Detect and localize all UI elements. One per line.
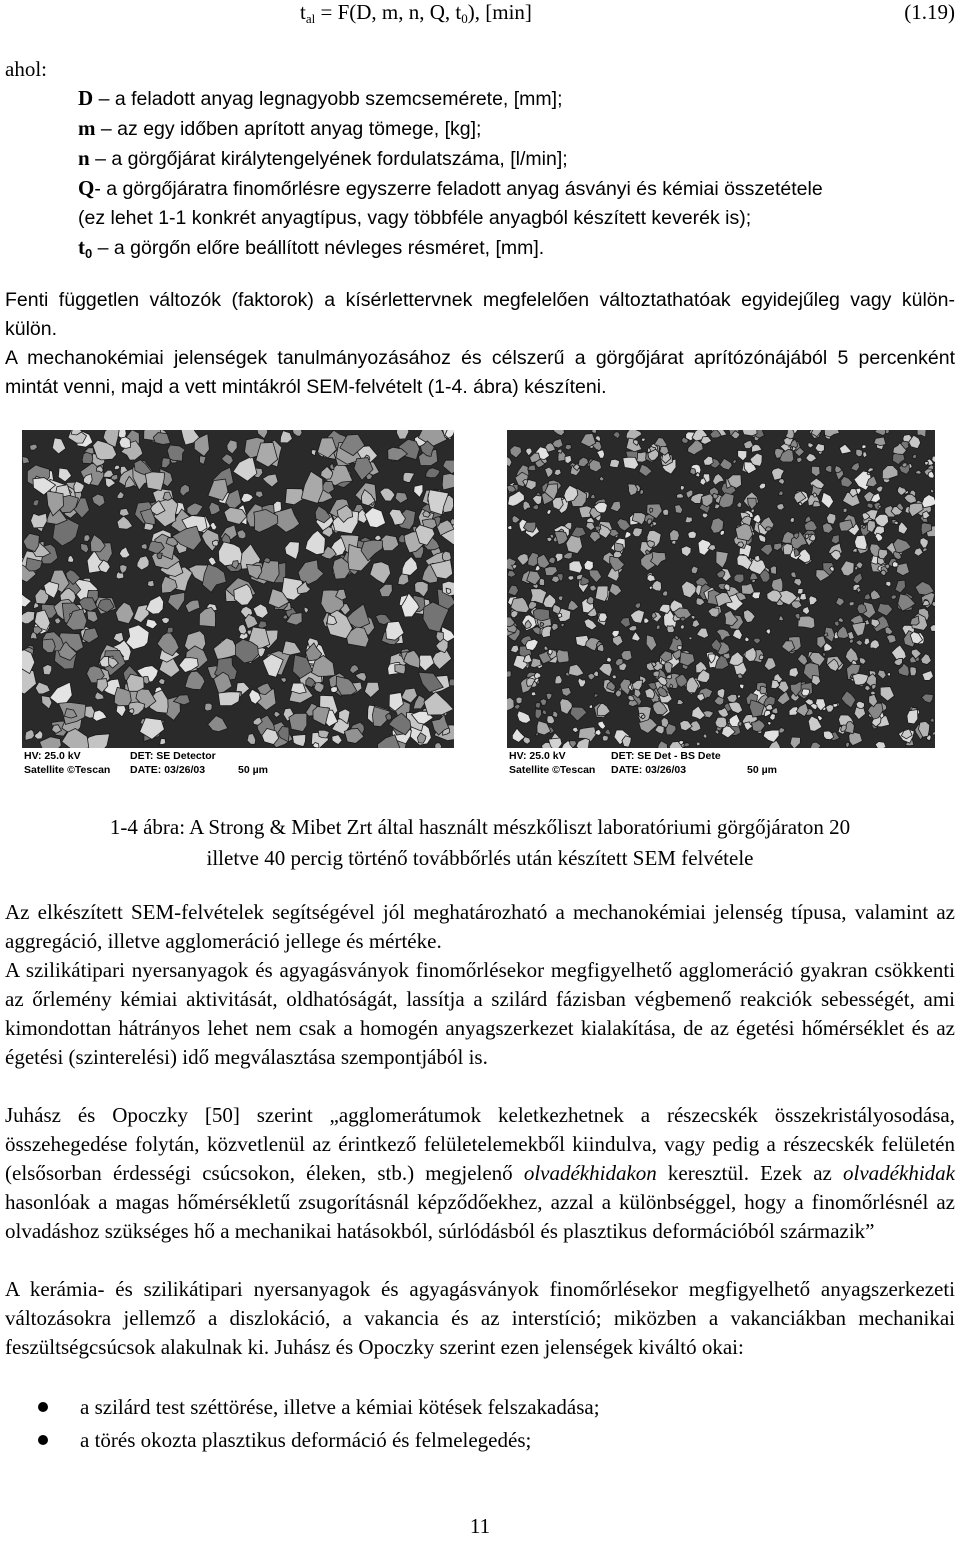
paragraph-sampling: A mechanokémiai jelenségek tanulmányozásához és célszerű a görgőjárat aprítózónájából 5 percenként mintát venni, majd a vett mintákról SEM-felvételt (1-4. ábra) készíteni.	[5, 347, 955, 398]
sem-detector-left: DET: SE Detector	[130, 750, 216, 762]
definition-d: D – a feladott anyag legnagyobb szemcsemérete, [mm];	[78, 86, 563, 110]
figure-caption	[0, 812, 960, 874]
equation-line	[0, 0, 955, 28]
equation-formula: $t_{al} = F(D$, m, n, Q, $t_0$), [min]	[300, 0, 532, 26]
where-label: ahol:	[5, 57, 47, 81]
definition-q-note: (ez lehet 1-1 konkrét anyagtípus, vagy többféle anyagból készített keverék is);	[78, 207, 752, 229]
sem-scale-left: 50 µm	[238, 764, 268, 776]
sem-maker-left: Satellite ©Tescan	[24, 764, 111, 776]
sem-hv-left: HV: 25.0 kV	[24, 750, 81, 762]
sem-info-bar-right	[507, 748, 935, 778]
equation-number: (1.19)	[904, 0, 955, 24]
sem-micrograph-right	[507, 430, 935, 748]
sem-date-right: DATE: 03/26/03	[611, 764, 687, 776]
paragraph-sem-results: Az elkészített SEM-felvételek segítségével jól meghatározható a mechanokémiai jelenség típusa, valamint az aggregáció, illetve agglomeráció jellege és mértéke.	[5, 900, 955, 953]
sem-maker-right: Satellite ©Tescan	[509, 764, 596, 776]
sem-image-left	[22, 430, 454, 778]
definition-m: m – az egy időben aprított anyag tömege, [kg];	[78, 116, 482, 140]
sem-micrograph-left	[22, 430, 454, 748]
sem-date-left: DATE: 03/26/03	[130, 764, 206, 776]
caption-line-2: illetve 40 percig történő továbbőrlés után készített SEM felvétele	[206, 846, 754, 870]
definition-n: n – a görgőjárat királytengelyének fordulatszáma, [l/min];	[78, 146, 568, 170]
sem-scale-right: 50 µm	[747, 764, 777, 776]
caption-line-1: 1-4 ábra: A Strong & Mibet Zrt által használt mészkőliszt laboratóriumi görgőjáraton 20	[109, 815, 851, 839]
sem-hv-right: HV: 25.0 kV	[509, 750, 566, 762]
paragraph-factors: Fenti független változók (faktorok) a kísérlettervnek megfelelően változtathatóak egyidejűleg vagy külön-külön.	[5, 289, 955, 340]
definition-q: Q- a görgőjáratra finomőrlésre egyszerre feladott anyag ásványi és kémiai összetétele	[78, 176, 823, 200]
sem-info-bar-left	[22, 748, 454, 778]
list-item: a törés okozta plasztikus deformáció és felmelegedés;	[0, 1426, 950, 1459]
list-item: a szilárd test széttörése, illetve a kémiai kötések felszakadása;	[0, 1393, 950, 1426]
paragraph-juhasz-quote: Juhász és Opoczky [50] szerint „agglomerátumok keletkezhetnek a részecskék összekristályosodása, összehegedése folytán, közvetlenül az érintkező felületelemekből kiindulva, vagy pedig a részecskék felületén (elsősorban érdességi csúcsokon, éleken, stb.) megjelenő olvadékhidakon keresztül. Ezek az olvadékhidak hasonlóak a magas hőmérsékletű zsugorításnál képződőekhez, azzal a különbséggel, hogy a finomőrlésnél az olvadáshoz szükséges hő a mechanikai hatásokból, súrlódásból és plasztikus deformációból származik”	[5, 1103, 955, 1243]
causes-list	[0, 1393, 950, 1459]
definition-t0: $t_0$ – a görgőn előre beállított névleges résméret, [mm].	[78, 235, 545, 261]
sem-detector-right: DET: SE Det - BS Dete	[611, 750, 721, 762]
paragraph-structural-changes: A kerámia- és szilikátipari nyersanyagok és agyagásványok finomőrlésekor megfigyelhető anyagszerkezeti változásokra jellemző a diszlokáció, a vakancia és az interstíció; miközben a vakanciákban mechanikai feszültségcsúcsok alakulnak ki. Juhász és Opoczky szerint ezen jelenségek kiváltó okai:	[5, 1277, 955, 1359]
sem-image-right	[507, 430, 935, 778]
page-number: 11	[469, 1514, 491, 1538]
bullet-icon	[38, 1435, 48, 1445]
bullet-icon	[38, 1402, 48, 1412]
variable-definitions	[78, 84, 958, 263]
paragraph-agglomeration: A szilikátipari nyersanyagok és agyagásványok finomőrlésekor megfigyelhető agglomeráció gyakran csökkenti az őrlemény kémiai aktivitását, oldhatóságát, lassítja a szilárd fázisban végbemenő reakciók sebességét, ami kimondottan hátrányos lehet nem csak a homogén anyagszerkezet kialakítása, de az égetési hőmérséklet és az égetési (szinterelési) idő megválasztása szempontjából is.	[5, 958, 955, 1069]
